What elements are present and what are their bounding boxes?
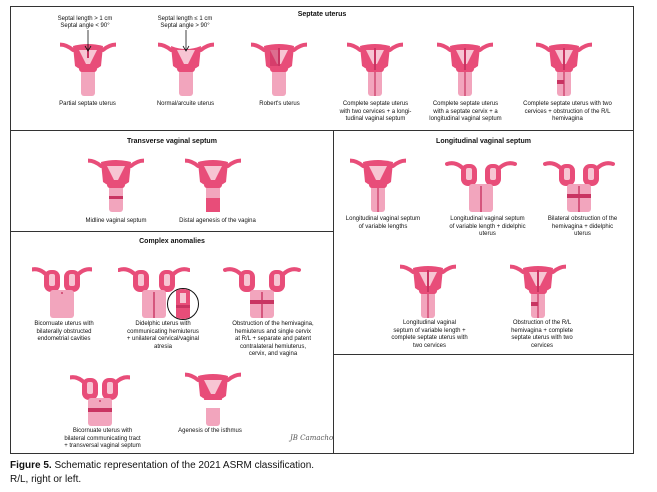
septum-arrow-partial [82,30,94,52]
isthmus-gap [204,400,222,408]
hemivagina-obstruction [531,302,538,306]
right-tube [579,45,592,60]
septate-label-4: Complete septate uterus with two cervices + a longi- tudinal vaginal septum [339,101,412,122]
uterus-illustration-distal-agenesis [185,152,241,214]
transverse-label-2: Distal agenesis of the vagina [179,218,256,224]
cervix [107,182,125,188]
vagina [50,290,74,318]
transverse-title: Transverse vaginal septum [127,138,217,145]
transverse-panel [10,130,334,232]
left-tube [437,45,450,60]
longitudinal-label-5: Obstruction of the R/L hemivagina + complete septate uterus with two cervices [511,320,573,349]
longitudinal-label-4: Longitudinal vaginal septum of variable length + complete septate uterus with two cervices [391,320,468,349]
figure-caption-note: R/L, right or left. [10,474,82,485]
uterine-septum [464,48,466,70]
longitudinal-label-3: Bilateral obstruction of the hemivagina + didelphic uterus [547,216,618,237]
uterine-septum [563,48,565,70]
uterine-septum [374,48,376,70]
hemicavity [138,274,144,286]
left-tube [510,267,523,282]
vaginal-septum [377,188,378,212]
cervix [270,66,288,72]
left-tube [347,45,360,60]
uterine-septum [427,270,429,292]
cervix [204,182,222,188]
left-tube [536,45,549,60]
septate-label-2: Normal/arcuite uterus [156,101,215,107]
septate-label-3: Robert's uterus [259,101,300,107]
uterus-illustration-bicornuate-transverse [70,366,130,428]
left-tube [251,45,264,60]
septum-arrow-normal [180,30,192,52]
uterus-illustration-midline-septum [88,152,144,214]
cervical-atresia-inset-drawing [168,289,198,319]
hemivagina-obstruction [557,80,564,84]
right-tube [131,161,144,176]
right-tube [228,161,241,176]
left-tube [185,375,198,390]
left-tube [400,267,413,282]
left-tube [158,45,171,60]
septate-label-6: Complete septate uterus with two cervices + obstruction of the R/L hemivagina [523,101,612,122]
right-tube [390,45,403,60]
right-empty-panel [333,354,634,454]
right-tube [443,267,456,282]
vaginal-septum [61,292,62,294]
septate-label-5: Complete septate uterus with a septate cervix + a longitudinal vaginal septum [429,101,502,122]
septate-label-1: Partial septate uterus [59,101,116,107]
hemicavity [490,168,496,180]
hemicavity [244,274,250,286]
uterus-illustration-long-didelphic [445,152,517,214]
right-tube [553,267,566,282]
complex-label-2: Didelphic uterus with communicating hemiuterus + unilateral cervical/vaginal atresia [126,321,200,350]
hemicavity [164,274,170,286]
hemicavity [588,168,594,180]
septate-title: Septate uterus [297,11,347,18]
hemicavity [107,382,113,394]
vaginal-septum [464,72,465,96]
vaginal-septum [153,292,154,318]
right-tube [393,161,406,176]
hemicavity [466,168,472,180]
cervix [79,66,97,72]
uterus-illustration-hemi-obstruction [222,258,302,320]
normal-uterus-annotation: Septal length ≤ 1 cm Septal angle > 90° [157,16,213,29]
cervix [369,182,387,188]
cervix [177,66,195,72]
right-tube [103,45,116,60]
cervix-vagina [272,68,286,96]
uterus-illustration-isthmus-agenesis [185,366,241,428]
uterus-illustration-bicornuate [32,258,92,320]
right-tube [201,45,214,60]
left-tube [185,161,198,176]
figure-caption-label: Figure 5. [10,460,52,471]
vaginal-septum [427,294,428,318]
cervical-atresia-inset [167,288,199,320]
left-tube [60,45,73,60]
bilateral-obstruction [567,194,591,198]
longitudinal-title: Longitudinal vaginal septum [436,138,531,145]
uterine-septum [278,48,280,66]
vaginal-septum [99,400,100,402]
longitudinal-label-1: Longitudinal vaginal septum of variable lengths [345,216,421,230]
uterus-illustration-long-septum [350,152,406,214]
bilateral-obstruction [250,300,274,304]
cervix-vagina [81,68,95,96]
complex-label-5: Agenesis of the isthmus [178,428,242,434]
left-tube [88,161,101,176]
uterus-illustration-complete-obstructed [536,36,592,98]
complex-label-4: Bicornuate uterus with bilateral communicating tract + transversal vaginal septum [64,428,141,449]
uterus-illustration-bilateral-obstruction [543,152,615,214]
complex-label-3: Obstruction of the hemivagina, hemiuterus and single cervix at R/L + separate and patent contralateral hemiuterus, cervix, and vagina [232,321,314,357]
right-tube [480,45,493,60]
longitudinal-label-2: Longitudinal vaginal septum of variable length + didelphic uterus [449,216,526,237]
hemicavity [274,274,280,286]
figure-caption-text: Schematic representation of the 2021 ASRM classification. [51,460,315,471]
uterus-illustration-roberts [251,36,307,98]
hemicavity [564,168,570,180]
blind-hemicavity [270,50,278,66]
right-tube [228,375,241,390]
left-tube [350,161,363,176]
cervix-vagina [179,68,193,96]
uterus-illustration-complete-septate-cervix [437,36,493,98]
transverse-septum [109,196,123,199]
vaginal-septum [261,292,262,318]
figure-caption [10,459,314,487]
vaginal-septum [480,186,481,212]
uterus-illustration-complete-two-cervices [347,36,403,98]
partial-septum-annotation: Septal length > 1 cm Septal angle < 90° [57,16,113,29]
vaginal-agenesis [206,198,220,212]
hemicavity [49,274,55,286]
hemicavity [87,382,93,394]
bilateral-obstruction [88,408,112,412]
hemicavity [69,274,75,286]
vaginal-septum [374,72,375,96]
complex-title: Complex anomalies [139,238,205,245]
transverse-label-1: Midline vaginal septum [85,218,147,224]
uterus-illustration-long-complete [400,258,456,320]
uterus-illustration-long-obstructed [510,258,566,320]
right-tube [294,45,307,60]
uterine-septum [537,270,539,292]
complex-label-1: Bicornuate uterus with bilaterally obstructed endometrial cavities [34,321,94,342]
artist-signature: JB Camacho [290,434,334,442]
vaginal-septum [578,186,579,212]
